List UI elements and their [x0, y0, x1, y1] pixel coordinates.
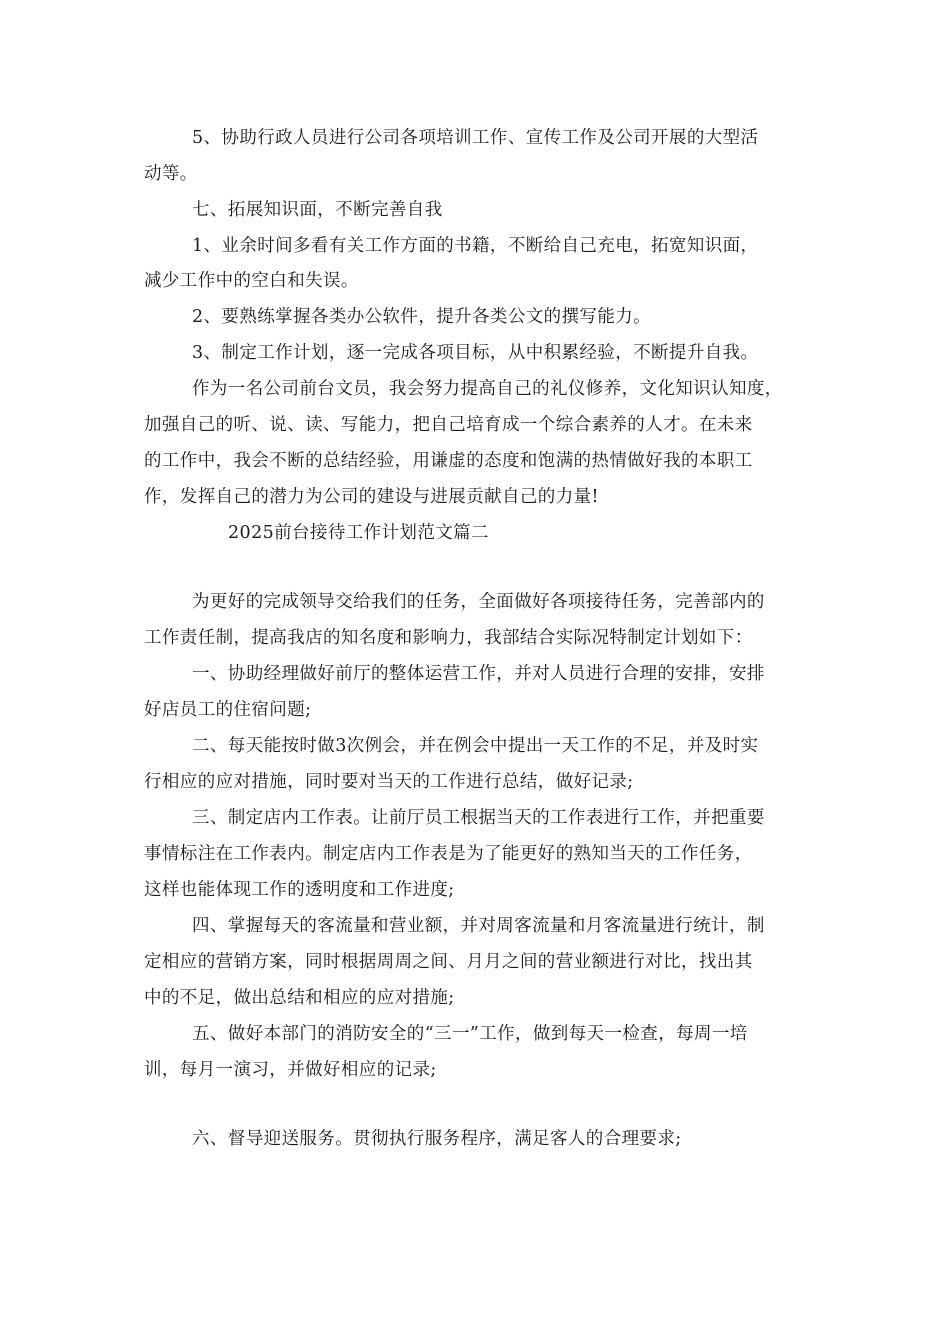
paragraph-line: 三、制定店内工作表。让前厅员工根据当天的工作表进行工作，并把重要	[192, 808, 765, 828]
paragraph-line: 四、掌握每天的客流量和营业额，并对周客流量和月客流量进行统计，制	[192, 916, 765, 936]
article-title: 2025前台接待工作计划范文篇二	[228, 523, 489, 543]
paragraph-line: 这样也能体现工作的透明度和工作进度;	[144, 880, 455, 900]
section-heading: 七、拓展知识面，不断完善自我	[192, 200, 443, 220]
paragraph-line: 5、协助行政人员进行公司各项培训工作、宣传工作及公司开展的大型活	[192, 128, 759, 148]
paragraph-line: 1、业余时间多看有关工作方面的书籍，不断给自己充电，拓宽知识面，	[192, 236, 759, 256]
paragraph-line: 定相应的营销方案，同时根据周周之间、月月之间的营业额进行对比，找出其	[144, 952, 753, 972]
paragraph-line: 一、协助经理做好前厅的整体运营工作，并对人员进行合理的安排，安排	[192, 664, 765, 684]
paragraph-line: 好店员工的住宿问题;	[144, 700, 312, 720]
paragraph-line: 作为一名公司前台文员，我会努力提高自己的礼仪修养，文化知识认知度，	[192, 379, 783, 399]
paragraph-line: 五、做好本部门的消防安全的“三一”工作，做到每天一检查，每周一培	[192, 1024, 748, 1044]
paragraph-line: 二、每天能按时做3次例会，并在例会中提出一天工作的不足，并及时实	[192, 736, 759, 756]
paragraph-line: 工作责任制，提高我店的知名度和影响力，我部结合实际况特制定计划如下：	[144, 628, 753, 648]
paragraph-line: 作，发挥自己的潜力为公司的建设与进展贡献自己的力量!	[144, 487, 599, 507]
paragraph-line: 2、要熟练掌握各类办公软件，提升各类公文的撰写能力。	[192, 307, 652, 327]
paragraph-line: 3、制定工作计划，逐一完成各项目标，从中积累经验，不断提升自我。	[192, 343, 759, 363]
paragraph-line: 为更好的完成领导交给我们的任务，全面做好各项接待任务，完善部内的	[192, 592, 765, 612]
paragraph-line: 事情标注在工作表内。制定店内工作表是为了能更好的熟知当天的工作任务，	[144, 844, 753, 864]
paragraph-line: 的工作中，我会不断的总结经验，用谦虚的态度和饱满的热情做好我的本职工	[144, 451, 753, 471]
paragraph-line: 六、督导迎送服务。贯彻执行服务程序，满足客人的合理要求;	[192, 1129, 682, 1149]
paragraph-line: 动等。	[144, 164, 198, 184]
paragraph-line: 训，每月一演习，并做好相应的记录;	[144, 1060, 437, 1080]
paragraph-line: 中的不足，做出总结和相应的应对措施;	[144, 988, 455, 1008]
paragraph-line: 加强自己的听、说、读、写能力，把自己培育成一个综合素养的人才。在未来	[144, 415, 753, 435]
paragraph-line: 行相应的应对措施，同时要对当天的工作进行总结，做好记录;	[144, 772, 634, 792]
paragraph-line: 减少工作中的空白和失误。	[144, 271, 359, 291]
